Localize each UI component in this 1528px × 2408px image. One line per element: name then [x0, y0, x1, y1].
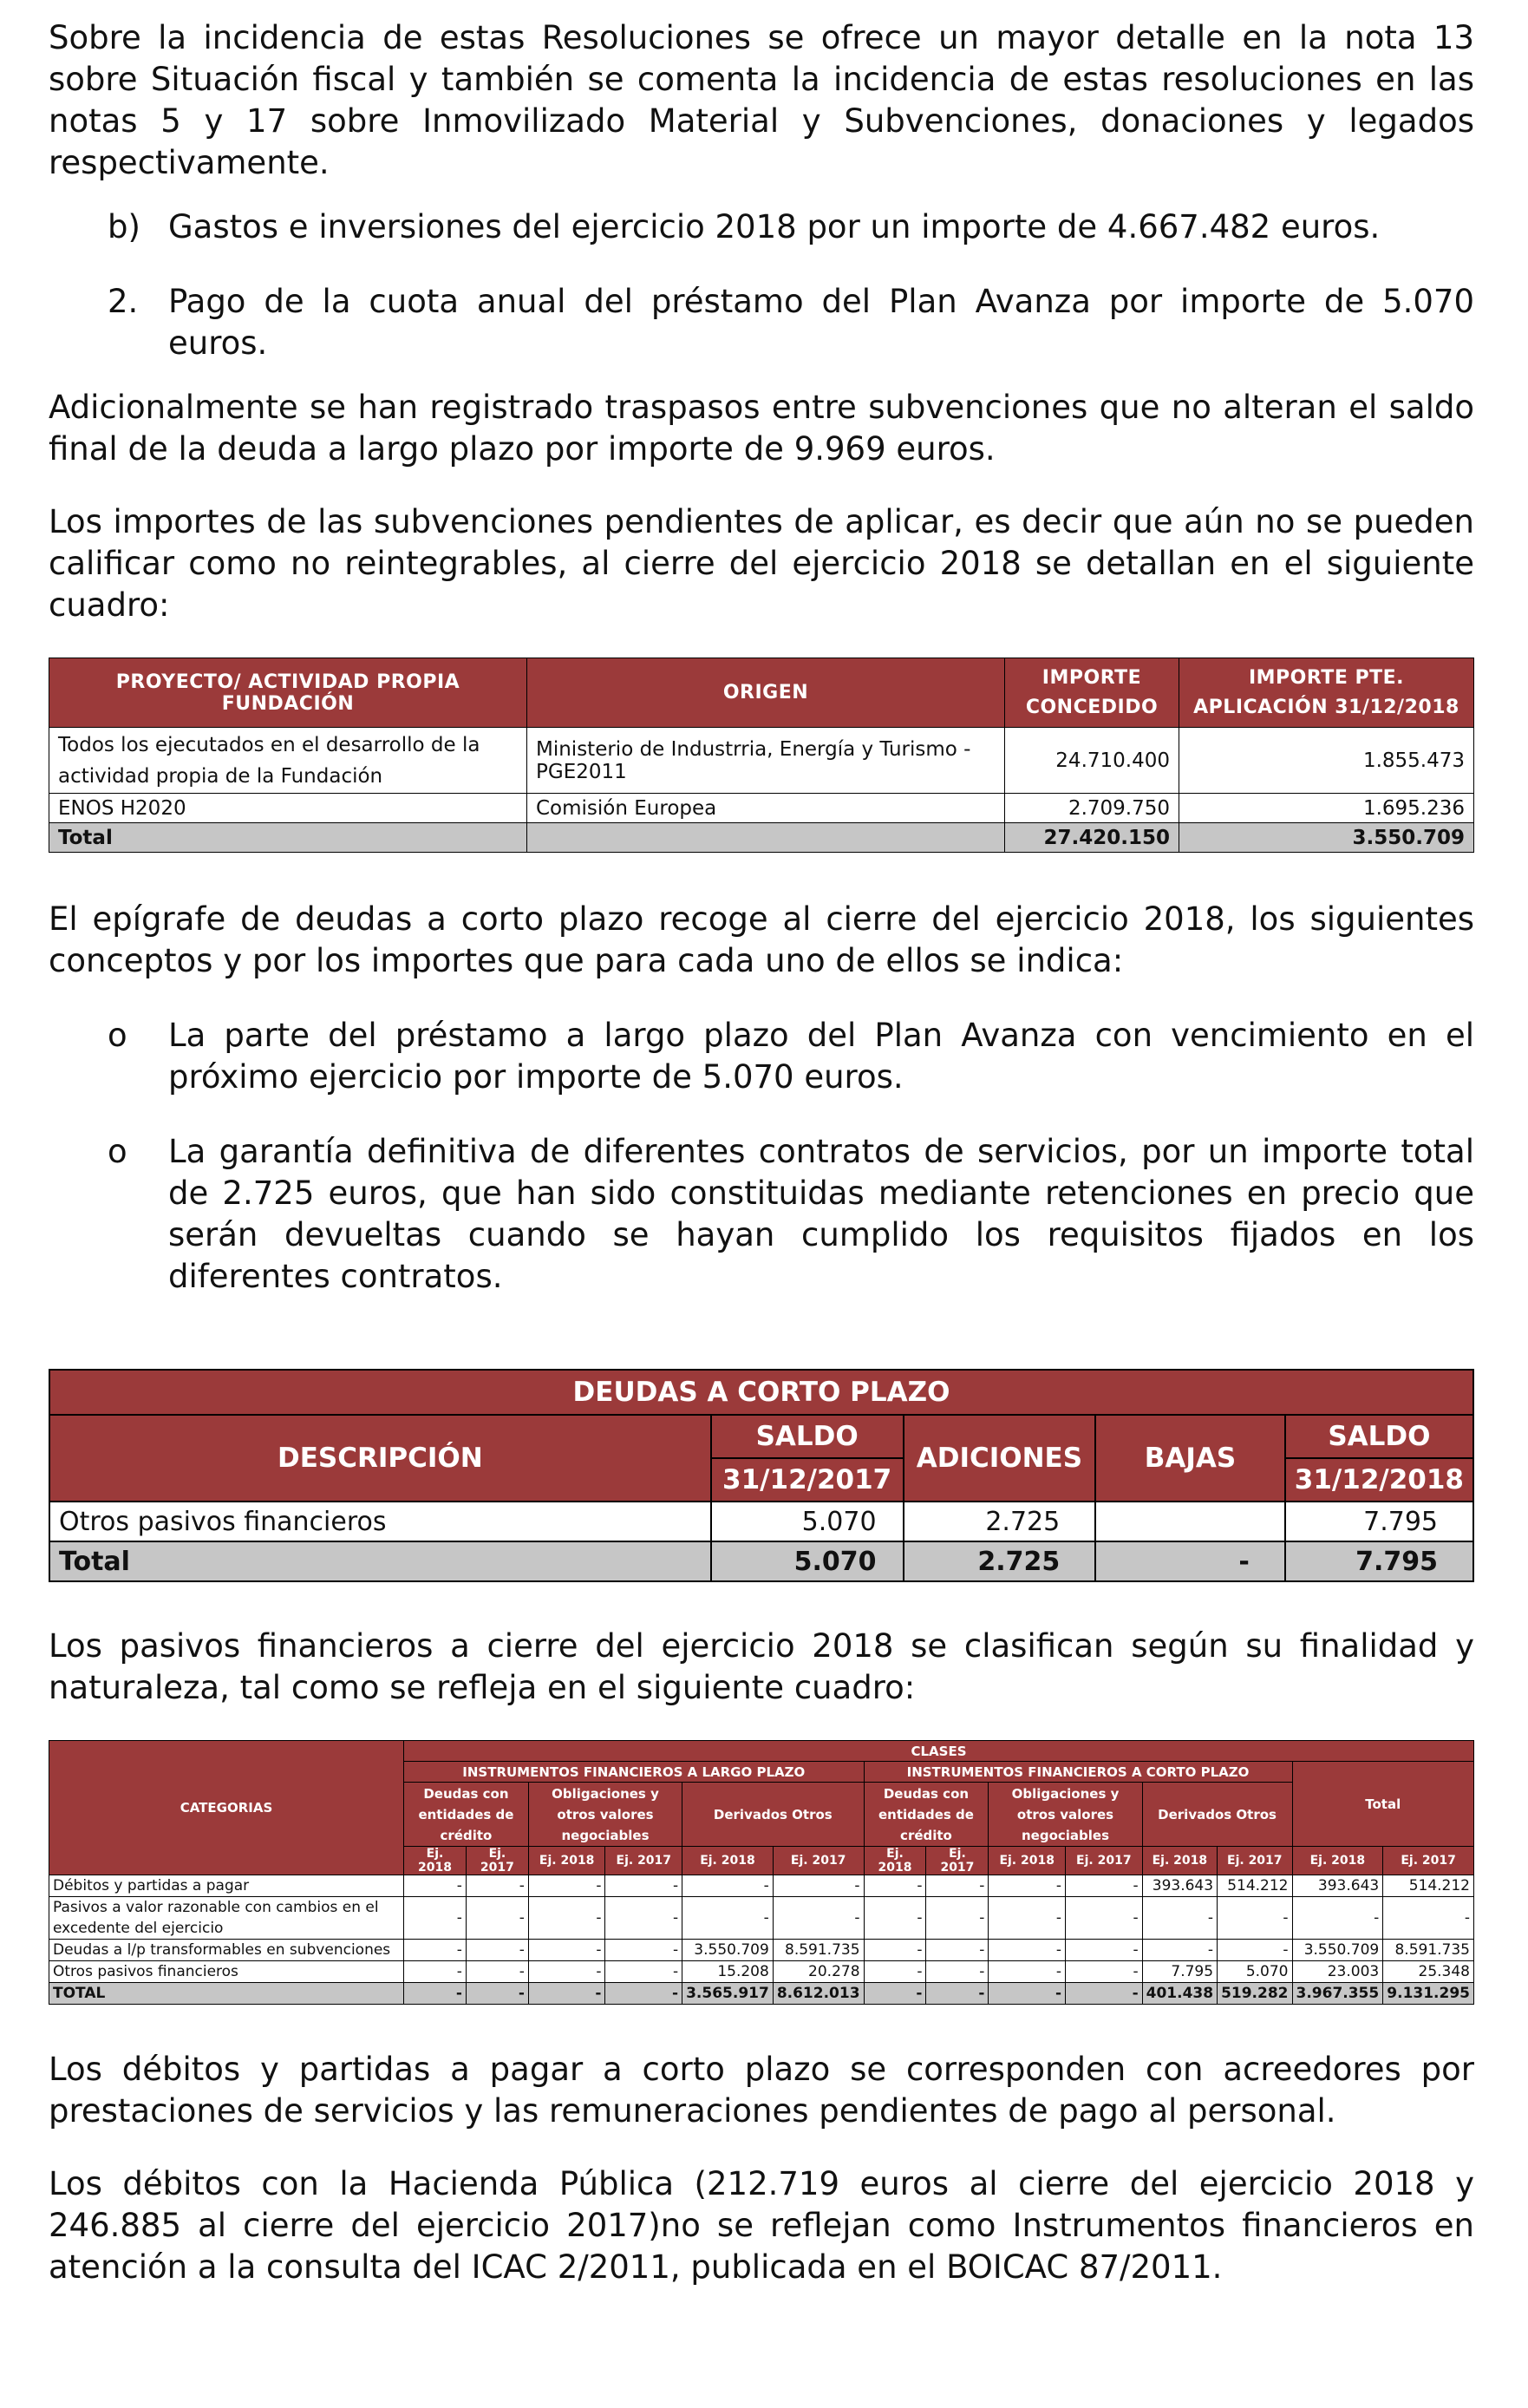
table-cell: Todos los ejecutados en el desarrollo de la actividad propia de la Fundación: [49, 728, 527, 794]
pasivos-financieros-table: [49, 1740, 1474, 2005]
year-header: Ej. 2018: [528, 1847, 605, 1875]
table-row: [49, 1502, 1473, 1541]
year-header: Ej. 2017: [1218, 1847, 1292, 1875]
table-cell: -: [926, 1940, 989, 1961]
table-total-row: [49, 1541, 1473, 1581]
year-header: Ej. 2017: [926, 1847, 989, 1875]
table-cell: -: [926, 1875, 989, 1897]
table-cell: -: [528, 1961, 605, 1983]
table-cell: -: [1292, 1897, 1383, 1940]
table-cell: Total: [49, 1541, 711, 1581]
table-cell: 514.212: [1218, 1875, 1292, 1897]
bullet-item-1: [49, 1015, 1474, 1098]
year-header: Ej. 2018: [864, 1847, 926, 1875]
table-cell: -: [926, 1961, 989, 1983]
year-header: Ej. 2017: [466, 1847, 528, 1875]
table-cell: -: [1066, 1940, 1143, 1961]
table-cell: 24.710.400: [1005, 728, 1179, 794]
table-cell: Total: [49, 823, 527, 853]
paragraph-pasivos: Los pasivos financieros a cierre del ejercicio 2018 se clasifican según su finalidad y naturaleza, tal como se refleja en el siguiente cuadro:: [49, 1627, 1474, 1706]
paragraph-subvenciones: Los importes de las subvenciones pendientes de aplicar, es decir que aún no se pueden calificar como no reintegrables, al cierre del ejercicio 2018 se detallan en el siguiente cuadro:: [49, 503, 1474, 624]
table-cell: -: [528, 1983, 605, 2005]
table-cell: -: [404, 1983, 467, 2005]
table-cell: 7.795: [1142, 1961, 1217, 1983]
year-header: Ej. 2017: [605, 1847, 682, 1875]
paragraph-traspasos: Adicionalmente se han registrado traspasos entre subvenciones que no alteran el saldo final de la deuda a largo plazo por importe de 9.969 euros.: [49, 389, 1474, 468]
table-header-cell: ORIGEN: [527, 658, 1005, 728]
table-cell: -: [1066, 1961, 1143, 1983]
list-marker: b): [108, 208, 140, 245]
paragraph-debitos: Los débitos y partidas a pagar a corto plazo se corresponden con acreedores por prestaciones de servicios y las remuneraciones pendientes de pago al personal.: [49, 2051, 1474, 2130]
table-header-cell: Deudas con entidades de crédito: [404, 1783, 529, 1847]
row-label: Deudas a l/p transformables en subvenciones: [49, 1940, 404, 1961]
table-cell: ENOS H2020: [49, 794, 527, 823]
table-cell: -: [864, 1875, 926, 1897]
table-header-cell: INSTRUMENTOS FINANCIEROS A LARGO PLAZO: [404, 1762, 865, 1783]
table-cell: 3.967.355: [1292, 1983, 1383, 2005]
table-cell: -: [1383, 1897, 1474, 1940]
table-header-cell: Derivados Otros: [682, 1783, 864, 1847]
table-row: [49, 1940, 1474, 1961]
table-cell: -: [1142, 1897, 1217, 1940]
table-cell: 2.725: [904, 1541, 1096, 1581]
table-cell: -: [605, 1875, 682, 1897]
year-header: Ej. 2018: [989, 1847, 1066, 1875]
table-row: [49, 1875, 1474, 1897]
table-row: [49, 1961, 1474, 1983]
table-cell: -: [404, 1897, 467, 1940]
table-header-row: [49, 1415, 1473, 1458]
table-header-cell: Deudas con entidades de crédito: [864, 1783, 989, 1847]
row-label: Otros pasivos financieros: [49, 1961, 404, 1983]
table-total-row: [49, 1983, 1474, 2005]
table-header-cell: CATEGORIAS: [49, 1741, 404, 1875]
list-item-b: [49, 206, 1474, 248]
bullet-marker: o: [108, 1133, 127, 1170]
table-row: [49, 728, 1474, 794]
row-label: TOTAL: [49, 1983, 404, 2005]
table-cell: -: [1066, 1983, 1143, 2005]
table-cell: -: [682, 1875, 774, 1897]
table-cell: Ministerio de Industrria, Energía y Turismo - PGE2011: [527, 728, 1005, 794]
table-row: [49, 794, 1474, 823]
table-row: [49, 1897, 1474, 1940]
table-cell: -: [926, 1897, 989, 1940]
list-item-2: [49, 281, 1474, 364]
table-header-cell: ADICIONES: [904, 1415, 1096, 1502]
table-cell: -: [466, 1983, 528, 2005]
table-header-cell: IMPORTE PTE. APLICACIÓN 31/12/2018: [1179, 658, 1474, 728]
table-cell: -: [466, 1897, 528, 1940]
table-total-row: [49, 823, 1474, 853]
table-cell: -: [605, 1961, 682, 1983]
table-header-cell: INSTRUMENTOS FINANCIEROS A CORTO PLAZO: [864, 1762, 1292, 1783]
table-cell: 514.212: [1383, 1875, 1474, 1897]
table-cell: 8.591.735: [1383, 1940, 1474, 1961]
table-cell: -: [989, 1983, 1066, 2005]
table-cell: 393.643: [1292, 1875, 1383, 1897]
table-cell: -: [466, 1961, 528, 1983]
table-cell: -: [989, 1961, 1066, 1983]
table-header-cell: BAJAS: [1095, 1415, 1285, 1502]
table-cell: -: [773, 1875, 864, 1897]
table-header-cell: Obligaciones y otros valores negociables: [528, 1783, 682, 1847]
table-header-row: [49, 1741, 1474, 1762]
table-header-cell: IMPORTE CONCEDIDO: [1005, 658, 1179, 728]
subvenciones-table: [49, 658, 1474, 853]
table-cell: 401.438: [1142, 1983, 1217, 2005]
table-header-cell: Derivados Otros: [1142, 1783, 1292, 1847]
table-cell: 393.643: [1142, 1875, 1217, 1897]
table-cell: -: [1142, 1940, 1217, 1961]
table-header-cell: SALDO: [1285, 1415, 1473, 1458]
table-cell: -: [466, 1940, 528, 1961]
table-cell: 9.131.295: [1383, 1983, 1474, 2005]
table-title: DEUDAS A CORTO PLAZO: [49, 1370, 1473, 1415]
table-cell: 5.070: [1218, 1961, 1292, 1983]
table-cell: 20.278: [773, 1961, 864, 1983]
table-cell: 8.612.013: [773, 1983, 864, 2005]
table-cell: 5.070: [711, 1541, 904, 1581]
table-cell: -: [864, 1961, 926, 1983]
paragraph-deudas-corto: El epígrafe de deudas a corto plazo recoge al cierre del ejercicio 2018, los siguientes conceptos y por los importes que para cada uno de ellos se indica:: [49, 900, 1474, 979]
table-cell: -: [404, 1961, 467, 1983]
table-cell: -: [605, 1897, 682, 1940]
table-cell: [1095, 1502, 1285, 1541]
year-header: Ej. 2017: [1383, 1847, 1474, 1875]
list-item-text: Pago de la cuota anual del préstamo del Plan Avanza por importe de 5.070 euros.: [168, 283, 1474, 362]
table-cell: -: [466, 1875, 528, 1897]
bullet-text: La garantía definitiva de diferentes contratos de servicios, por un importe total de 2.725 euros, que han sido constituidas mediante retenciones en precio que serán devueltas cuando se hayan cumplido los requisitos fijados en los diferentes contratos.: [168, 1133, 1474, 1295]
table-cell: -: [1066, 1897, 1143, 1940]
table-header-cell: DESCRIPCIÓN: [49, 1415, 711, 1502]
table-cell: -: [404, 1875, 467, 1897]
table-header-cell: PROYECTO/ ACTIVIDAD PROPIA FUNDACIÓN: [49, 658, 527, 728]
bullet-marker: o: [108, 1017, 127, 1054]
year-header: Ej. 2018: [682, 1847, 774, 1875]
table-cell: Comisión Europea: [527, 794, 1005, 823]
bullet-item-2: [49, 1131, 1474, 1298]
list-marker: 2.: [108, 283, 139, 320]
deudas-corto-plazo-table: [49, 1369, 1474, 1582]
list-item-text: Gastos e inversiones del ejercicio 2018 por un importe de 4.667.482 euros.: [168, 208, 1381, 245]
table-cell: 27.420.150: [1005, 823, 1179, 853]
paragraph-hacienda: Los débitos con la Hacienda Pública (212.719 euros al cierre del ejercicio 2018 y 246.885 al cierre del ejercicio 2017)no se reflejan como Instrumentos financieros en atención a la consulta del ICAC 2/2011, publicada en el BOICAC 87/2011.: [49, 2165, 1474, 2286]
year-header: Ej. 2017: [1066, 1847, 1143, 1875]
table-cell: -: [528, 1897, 605, 1940]
table-cell: 3.565.917: [682, 1983, 774, 2005]
table-cell: 15.208: [682, 1961, 774, 1983]
table-cell: 519.282: [1218, 1983, 1292, 2005]
table-cell: -: [1095, 1541, 1285, 1581]
table-cell: -: [605, 1983, 682, 2005]
table-cell: -: [864, 1940, 926, 1961]
row-label: Pasivos a valor razonable con cambios en el excedente del ejercicio: [49, 1897, 404, 1940]
table-cell: 1.695.236: [1179, 794, 1474, 823]
table-cell: -: [989, 1875, 1066, 1897]
table-cell: -: [989, 1897, 1066, 1940]
year-header: Ej. 2018: [1142, 1847, 1217, 1875]
table-cell: 3.550.709: [1292, 1940, 1383, 1961]
table-header-cell: Total: [1292, 1762, 1474, 1847]
table-cell: 7.795: [1285, 1502, 1473, 1541]
table-cell: -: [926, 1983, 989, 2005]
paragraph-resoluciones: Sobre la incidencia de estas Resoluciones se ofrece un mayor detalle en la nota 13 sobre Situación fiscal y también se comenta la incidencia de estas resoluciones en las notas 5 y 17 sobre Inmovilizado Material y Subvenciones, donaciones y legados respectivamente.: [49, 19, 1474, 181]
table-cell: [527, 823, 1005, 853]
table-cell: 3.550.709: [682, 1940, 774, 1961]
table-cell: -: [605, 1940, 682, 1961]
table-cell: Otros pasivos financieros: [49, 1502, 711, 1541]
table-cell: 1.855.473: [1179, 728, 1474, 794]
year-header: Ej. 2018: [1292, 1847, 1383, 1875]
table-cell: 2.709.750: [1005, 794, 1179, 823]
table-cell: -: [1066, 1875, 1143, 1897]
table-header-cell: 31/12/2018: [1285, 1458, 1473, 1502]
table-cell: 2.725: [904, 1502, 1096, 1541]
table-cell: -: [1218, 1940, 1292, 1961]
table-header-cell: CLASES: [404, 1741, 1474, 1762]
table-cell: 7.795: [1285, 1541, 1473, 1581]
table-cell: 8.591.735: [773, 1940, 864, 1961]
table-cell: 23.003: [1292, 1961, 1383, 1983]
table-cell: -: [864, 1897, 926, 1940]
table-cell: 5.070: [711, 1502, 904, 1541]
year-header: Ej. 2018: [404, 1847, 467, 1875]
table-header-row: [49, 658, 1474, 728]
table-cell: -: [528, 1875, 605, 1897]
table-cell: -: [528, 1940, 605, 1961]
row-label: Débitos y partidas a pagar: [49, 1875, 404, 1897]
table-cell: -: [864, 1983, 926, 2005]
table-cell: -: [773, 1897, 864, 1940]
year-header: Ej. 2017: [773, 1847, 864, 1875]
table-title-row: [49, 1370, 1473, 1415]
table-cell: -: [1218, 1897, 1292, 1940]
table-cell: -: [682, 1897, 774, 1940]
table-header-cell: 31/12/2017: [711, 1458, 904, 1502]
table-cell: 3.550.709: [1179, 823, 1474, 853]
table-cell: -: [404, 1940, 467, 1961]
table-header-cell: SALDO: [711, 1415, 904, 1458]
table-cell: 25.348: [1383, 1961, 1474, 1983]
table-header-cell: Obligaciones y otros valores negociables: [989, 1783, 1142, 1847]
table-cell: -: [989, 1940, 1066, 1961]
bullet-text: La parte del préstamo a largo plazo del Plan Avanza con vencimiento en el próximo ejercicio por importe de 5.070 euros.: [168, 1017, 1474, 1096]
